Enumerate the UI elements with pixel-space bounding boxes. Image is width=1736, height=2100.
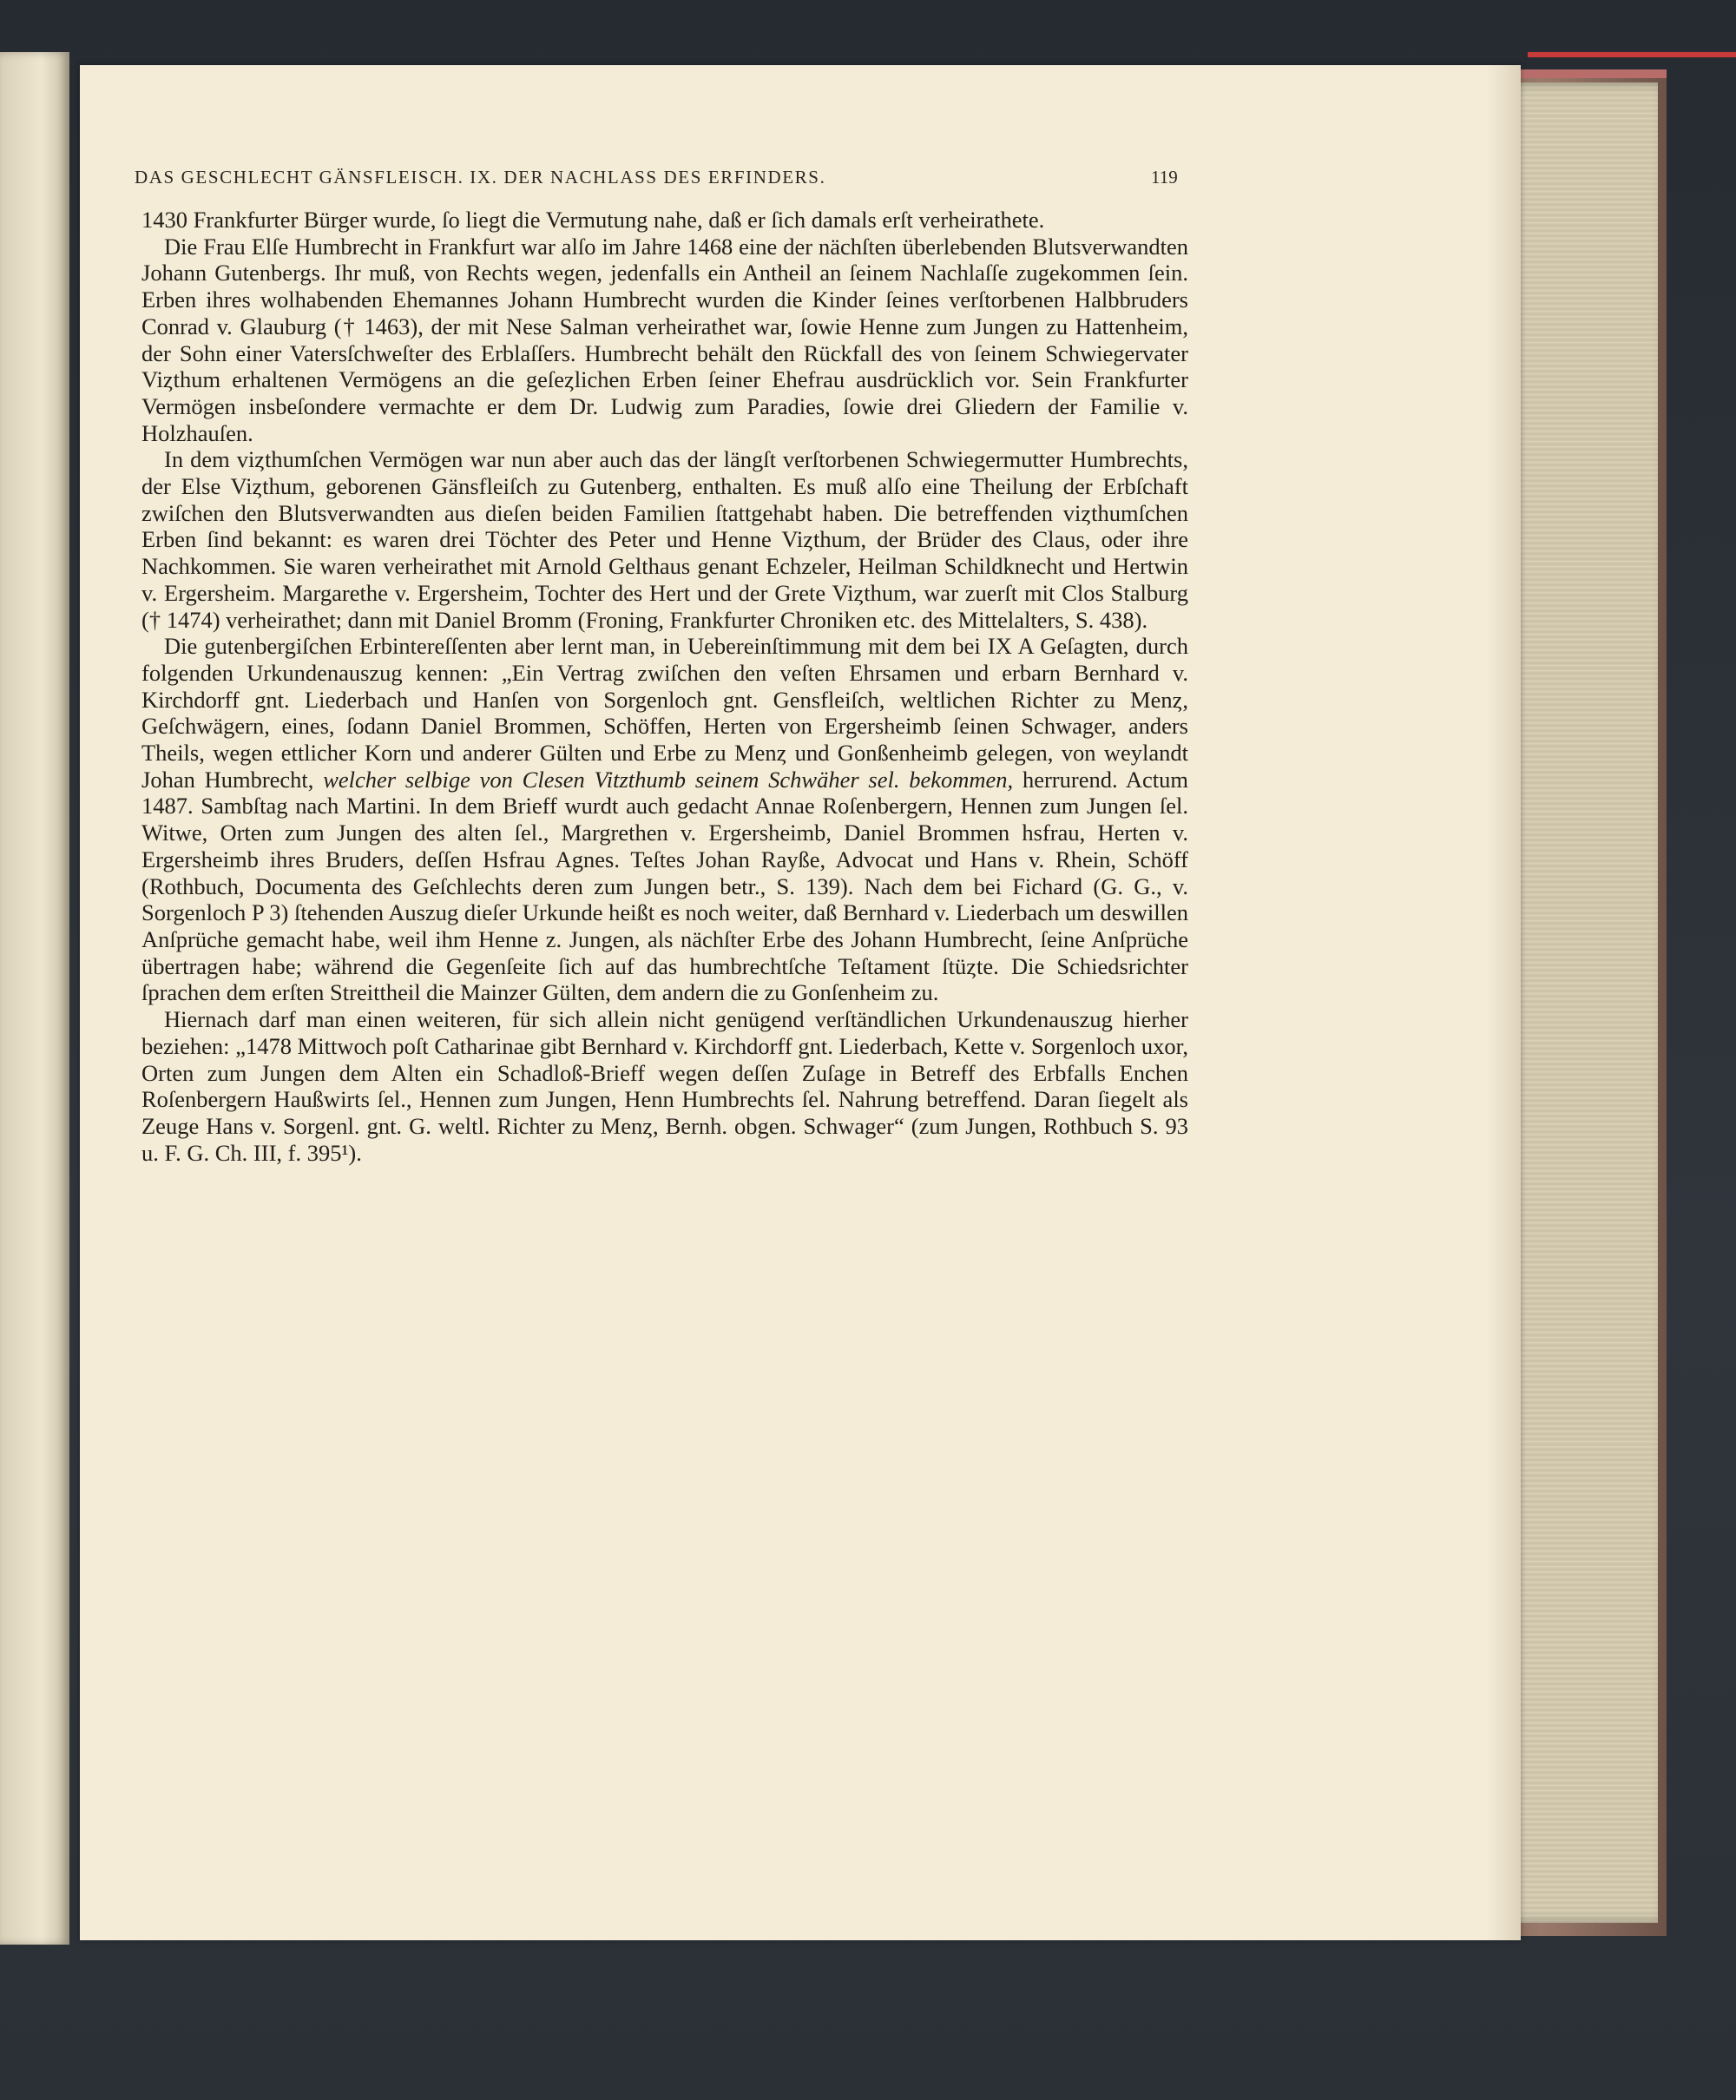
page-number: 119 (1151, 167, 1178, 188)
paragraph (141, 1006, 1188, 1166)
italic-quote: welcher selbige von Clesen Vitzthumb seinem Schwäher sel. bekommen, (323, 766, 1014, 793)
cover-edge-stripe (1528, 52, 1736, 57)
paragraph-text: Hiernach darf man einen weiteren, für sich allein nicht genügend verſtändlichen Urkundenauszug hierher beziehen: „1478 Mittwoch poſt Catharinae gibt Bernhard v. Kirchdorff gnt. Liederbach, Kette v. Sorgenloch uxor, Orten zum Jungen dem Alten ein Schadloß-Brieff wegen deſſen Zuſage in Betreff des Erbfalls Enchen Roſenbergern Haußwirts ſel., Hennen zum Jungen, Henn Humbrechts ſel. Nahrung betreffend. Daran ſiegelt als Zeuge Hans v. Sorgenl. gnt. G. weltl. Richter zu Menȥ, Bernh. obgen. Schwager“ (zum Jungen, Rothbuch S. 93 u. F. G. Ch. III, f. 395¹). (141, 1006, 1188, 1166)
paragraph (141, 234, 1188, 447)
paragraph-text: Die gutenbergiſchen Erbintereſſenten aber lernt man, in Uebereinſtimmung mit dem bei IX A Geſagten, durch folgenden Urkundenauszug kennen: „Ein Vertrag zwiſchen den veſten Ehrsamen und erbarn Bernhard v. Kirchdorff gnt. Liederbach und Hanſen von Sorgenloch gnt. Gensfleiſch, weltlichen Richter zu Menȥ, Geſchwägern, eines, ſodann Daniel Brommen, Schöffen, Herten von Ergersheimb ſeinen Schwager, anders Theils, wegen ettlicher Korn und anderer Gülten und Erbe zu Menȥ und Gonßenheimb gelegen, von weylandt Johan Humbrecht, (141, 633, 1188, 793)
paragraph (141, 446, 1188, 633)
paragraph (141, 633, 1188, 1006)
paragraph (141, 207, 1188, 234)
left-page-sliver (0, 52, 69, 1945)
paragraph-text: 1430 Frankfurter Bürger wurde, ſo liegt die Vermutung nahe, daß er ſich damals erſt verheirathete. (141, 207, 1045, 233)
paragraph-text: herrurend. Actum 1487. Sambſtag nach Martini. In dem Brieff wurdt auch gedacht Annae Roſenbergern, Hennen zum Jungen ſel. Witwe, Orten zum Jungen des alten ſel., Margrethen v. Ergersheimb, Daniel Brommen hsfrau, Herten v. Ergersheimb ihres Bruders, deſſen Hsfrau Agnes. Teſtes Johan Rayße, Advocat und Hans v. Rhein, Schöff (Rothbuch, Documenta des Geſchlechts deren zum Jungen betr., S. 139). Nach dem bei Fichard (G. G., v. Sorgenloch P 3) ſtehenden Auszug dieſer Urkunde heißt es noch weiter, daß Bernhard v. Liederbach um deswillen Anſprüche gemacht habe, weil ihm Henne z. Jungen, als nächſter Erbe des Johann Humbrecht, ſeine Anſprüche übertragen habe; während die Gegenſeite ſich auf das humbrechtſche Teſtament ſtüȥte. Die Schiedsrichter ſprachen dem erſten Streittheil die Mainzer Gülten, dem andern die zu Gonſenheim zu. (141, 766, 1188, 1006)
paragraph-text: In dem viȥthumſchen Vermögen war nun aber auch das der längſt verſtorbenen Schwiegermutter Humbrechts, der Else Viȥthum, geborenen Gänsfleiſch zu Gutenberg, enthalten. Es muß alſo eine Theilung der Erbſchaft zwiſchen den Blutsverwandten aus dieſen beiden Familien ſtattgehabt haben. Die betreffenden viȥthumſchen Erben ſind bekannt: es waren drei Töchter des Peter und Henne Viȥthum, der Brüder des Claus, oder ihre Nachkommen. Sie waren verheirathet mit Arnold Gelthaus genant Echzeler, Heilman Schildknecht und Hertwin v. Ergersheim. Margarethe v. Ergersheim, Tochter des Hert und der Grete Viȥthum, war zuerſt mit Clos Stalburg († 1474) verheirathet; dann mit Daniel Bromm (Froning, Frankfurter Chroniken etc. des Mittelalters, S. 438). (141, 446, 1188, 633)
paragraph-text: Die Frau Elſe Humbrecht in Frankfurt war alſo im Jahre 1468 eine der nächſten überlebenden Blutsverwandten Johann Gutenbergs. Ihr muß, von Rechts wegen, jedenfalls ein Antheil an ſeinem Nachlaſſe zugekommen ſein. Erben ihres wolhabenden Ehemannes Johann Humbrecht wurden die Kinder ſeines verſtorbenen Halbbruders Conrad v. Glauburg († 1463), der mit Nese Salman verheirathet war, ſowie Henne zum Jungen zu Hattenheim, der Sohn einer Vatersſchweſter des Erblaſſers. Humbrecht behält den Rückfall des von ſeinem Schwiegervater Viȥthum erhaltenen Vermögens an die geſeȥlichen Erben ſeiner Ehefrau ausdrücklich vor. Sein Frankfurter Vermögen insbeſondere vermachte er dem Dr. Ludwig zum Paradies, ſowie drei Gliedern der Familie v. Holzhauſen. (141, 233, 1188, 446)
body-text (141, 207, 1188, 1166)
running-head: DAS GESCHLECHT GÄNSFLEISCH. IX. DER NACHLASS DES ERFINDERS. (135, 167, 826, 188)
